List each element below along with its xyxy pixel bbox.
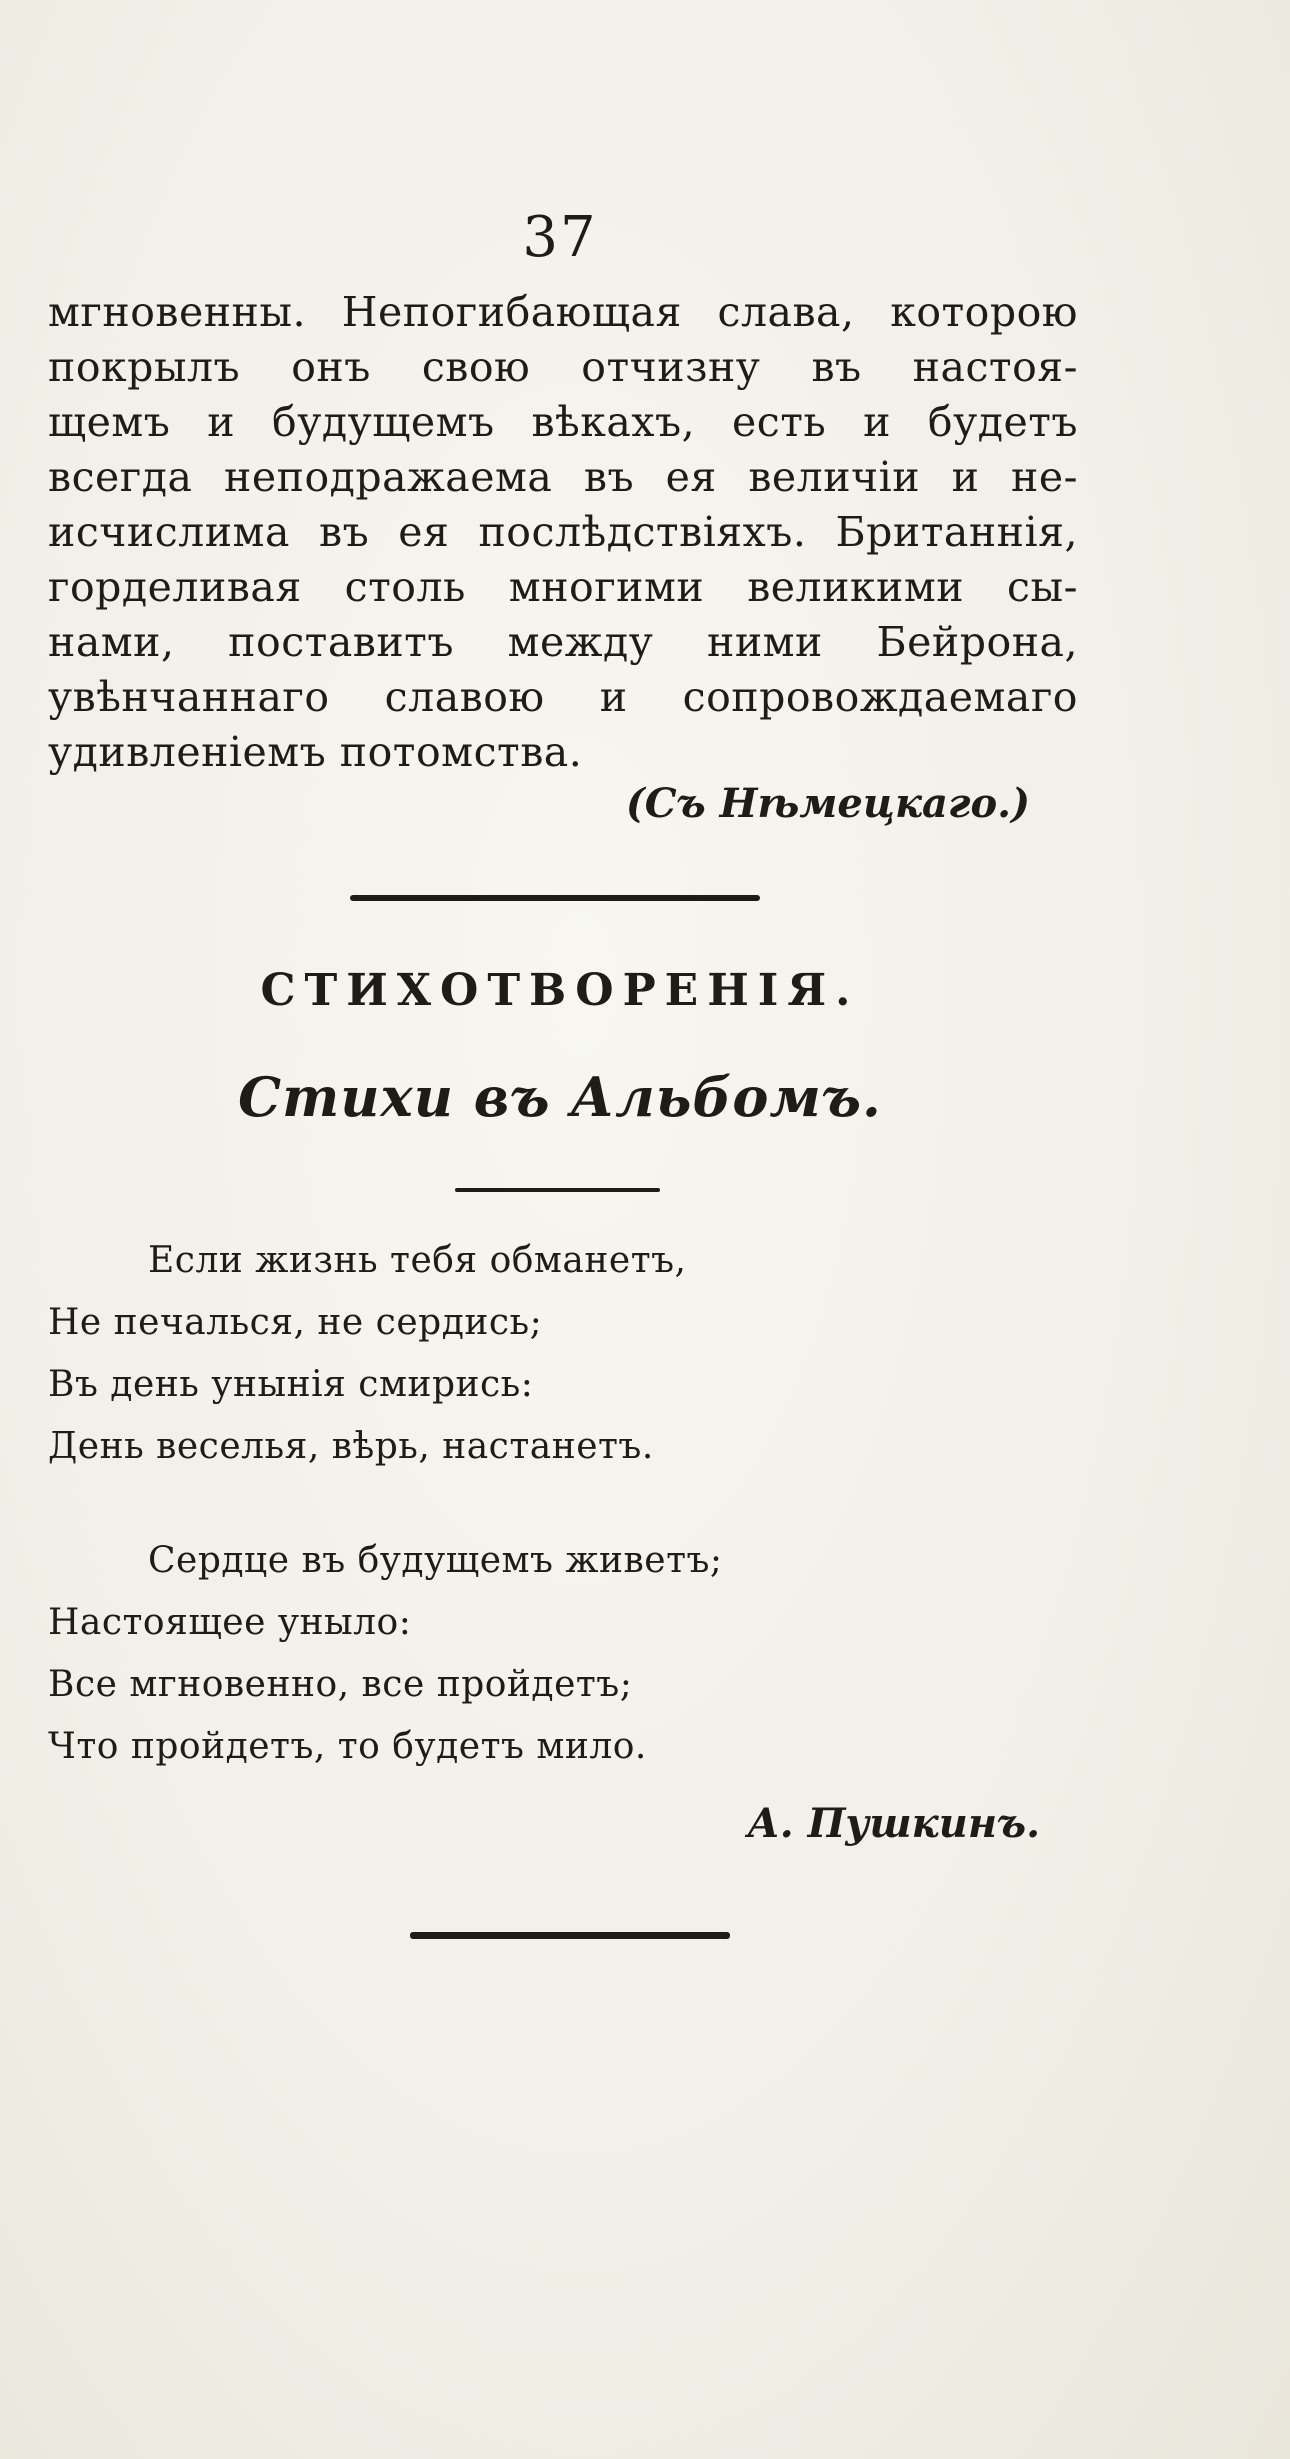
author-signature: А. Пушкинъ. bbox=[747, 1800, 1040, 1847]
prose-line: нами, поставитъ между ними Бейрона, bbox=[48, 618, 1078, 666]
verse-line: Въ день унынія смирись: bbox=[48, 1364, 534, 1405]
prose-paragraph bbox=[48, 285, 1078, 780]
verse-line: Не печалься, не сердись; bbox=[48, 1302, 543, 1343]
prose-line: покрылъ онъ свою отчизну въ настоя- bbox=[48, 343, 1078, 391]
verse-line: Все мгновенно, все пройдетъ; bbox=[48, 1664, 633, 1705]
end-divider bbox=[410, 1932, 730, 1939]
prose-line: исчислима въ ея послѣдствіяхъ. Британнія, bbox=[48, 508, 1078, 556]
section-heading: СТИХОТВОРЕНІЯ. bbox=[260, 965, 860, 1016]
poem-title: Стихи въ Альбомъ. bbox=[238, 1065, 882, 1129]
verse-line: Настоящее уныло: bbox=[48, 1602, 412, 1643]
verse-line: Что пройдетъ, то будетъ мило. bbox=[48, 1726, 647, 1767]
prose-line: мгновенны. Непогибающая слава, которою bbox=[48, 288, 1078, 336]
verse-line: Если жизнь тебя обманетъ, bbox=[148, 1240, 687, 1281]
translation-attribution: (Съ Нѣмецкаго.) bbox=[625, 780, 1030, 827]
prose-line: горделивая столь многими великими сы- bbox=[48, 563, 1078, 611]
prose-line: щемъ и будущемъ вѣкахъ, есть и будетъ bbox=[48, 398, 1078, 446]
verse-line: День веселья, вѣрь, настанетъ. bbox=[48, 1426, 654, 1467]
verse-line: Сердце въ будущемъ живетъ; bbox=[148, 1540, 723, 1581]
page-number: 37 bbox=[522, 205, 598, 270]
section-divider bbox=[350, 895, 760, 901]
prose-line: удивленіемъ потомства. bbox=[48, 728, 583, 776]
title-divider bbox=[455, 1188, 660, 1192]
prose-line: всегда неподражаема въ ея величіи и не- bbox=[48, 453, 1078, 501]
prose-line: увѣнчаннаго славою и сопровождаемаго bbox=[48, 673, 1078, 721]
